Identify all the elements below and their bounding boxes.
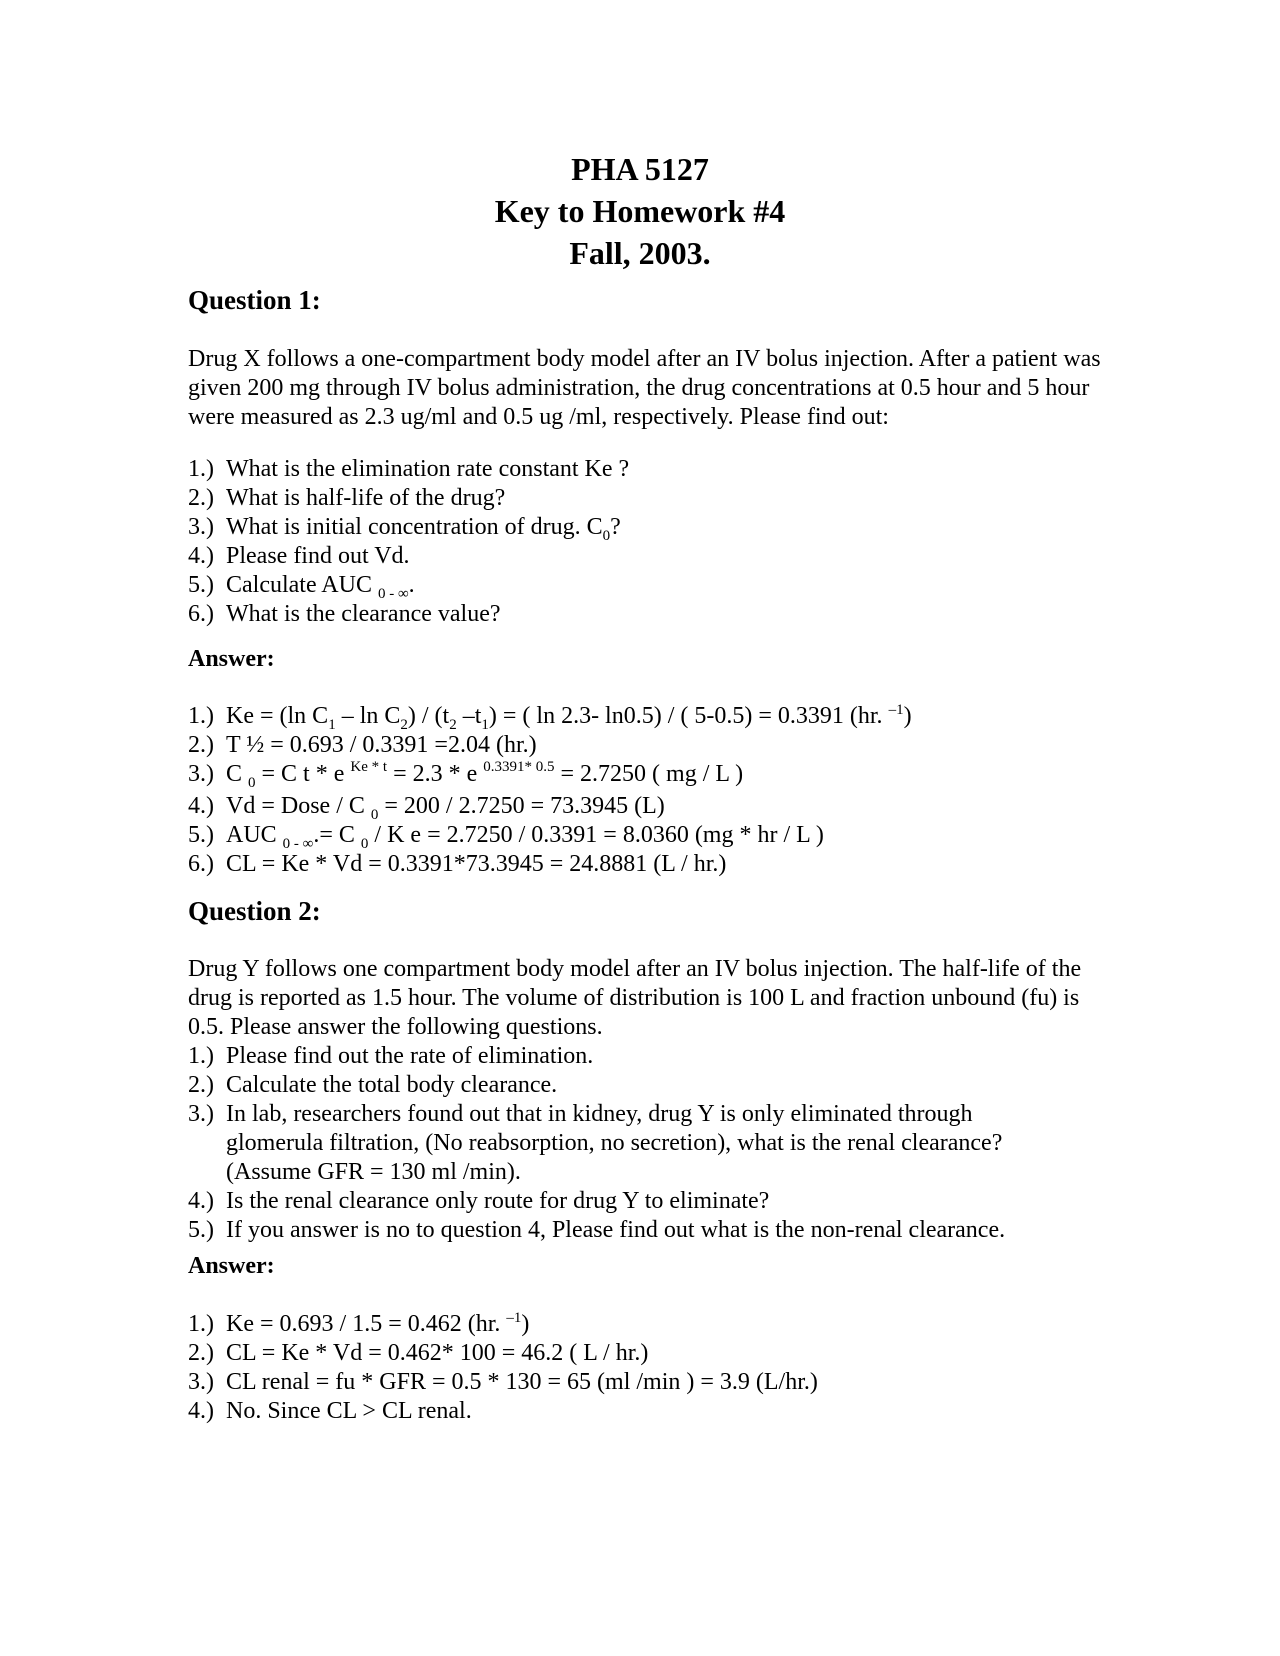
course-code: PHA 5127 <box>571 151 709 187</box>
subscript: 0 - ∞ <box>282 835 314 852</box>
list-item <box>188 1368 1108 1397</box>
formula-text: Vd = Dose / C <box>226 793 371 819</box>
formula-text: – ln C <box>335 703 401 729</box>
item-text: Calculate AUC <box>226 572 378 598</box>
answer-2-list <box>188 1310 1108 1426</box>
list-item <box>188 792 1108 821</box>
list-item <box>188 1310 1108 1339</box>
formula-text: No. Since CL > CL renal. <box>226 1398 472 1424</box>
subscript: 0 <box>370 806 379 823</box>
subscript: 2 <box>449 716 457 733</box>
term: Fall, 2003. <box>569 235 711 271</box>
question-1-list <box>188 455 1108 629</box>
subscript: 0 <box>360 835 369 852</box>
list-item <box>188 484 1108 513</box>
document-title: Key to Homework #4 <box>494 193 786 229</box>
formula-text: / K e = 2.7250 / 0.3391 = 8.0360 (mg * hr / L ) <box>368 822 824 848</box>
item-number: 1.) <box>188 1311 214 1337</box>
question-2-text: Drug Y follows one compartment body model after an IV bolus injection. The half-life of the drug is reported as 1.5 hour. The volume of distribution is 100 L and fraction unbound (fu) is 0.5. Please answer the following questions. <box>188 956 1082 1040</box>
question-1-heading: Question 1: <box>188 285 321 315</box>
formula-text: .= C <box>313 822 361 848</box>
formula-text: T ½ = 0.693 / 0.3391 =2.04 (hr.) <box>226 732 537 758</box>
list-item <box>188 1100 1026 1187</box>
item-number: 2.) <box>188 732 214 758</box>
formula-text: AUC <box>226 822 283 848</box>
item-text: What is the clearance value? <box>226 601 501 627</box>
item-number: 6.) <box>188 601 214 627</box>
item-text: Please find out the rate of elimination. <box>226 1043 594 1069</box>
item-text: What is half-life of the drug? <box>226 485 506 511</box>
list-item <box>188 1339 1108 1368</box>
item-text: . <box>408 572 415 598</box>
item-text: ? <box>610 514 621 540</box>
formula-text: ) / (t <box>407 703 450 729</box>
superscript: –1 <box>888 702 904 718</box>
formula-text: CL = Ke * Vd = 0.462* 100 = 46.2 ( L / hr.) <box>226 1340 649 1366</box>
item-number: 6.) <box>188 851 214 877</box>
list-item <box>188 513 1108 542</box>
item-number: 3.) <box>188 761 214 787</box>
item-number: 3.) <box>188 514 214 540</box>
answer-2-heading: Answer: <box>188 1253 275 1279</box>
formula-text: ) <box>521 1311 530 1337</box>
item-text: If you answer is no to question 4, Please find out what is the non-renal clearance. <box>226 1217 1006 1243</box>
list-item <box>188 1187 1108 1216</box>
item-number: 4.) <box>188 1398 214 1424</box>
question-2-heading: Question 2: <box>188 896 321 926</box>
list-item <box>188 850 1108 879</box>
list-item <box>188 571 1108 600</box>
formula-text: = 2.7250 ( mg / L ) <box>554 761 744 787</box>
formula-text: C <box>226 761 249 787</box>
formula-text: CL renal = fu * GFR = 0.5 * 130 = 65 (ml /min ) = 3.9 (L/hr.) <box>226 1369 818 1395</box>
item-number: 4.) <box>188 543 214 569</box>
item-number: 5.) <box>188 1217 214 1243</box>
subscript: 2 <box>400 716 408 733</box>
formula-text: Ke = (ln C <box>226 703 329 729</box>
item-number: 2.) <box>188 485 214 511</box>
list-item <box>188 1397 1108 1426</box>
formula-text: = C t * e <box>255 761 351 787</box>
formula-text: = 200 / 2.7250 = 73.3945 (L) <box>378 793 665 819</box>
formula-text: ) <box>903 703 912 729</box>
answer-1-list <box>188 702 1108 879</box>
answer-1-heading: Answer: <box>188 646 275 672</box>
list-item <box>188 600 1108 629</box>
superscript: Ke * t <box>350 759 388 775</box>
list-item <box>188 542 1108 571</box>
item-number: 1.) <box>188 1043 214 1069</box>
item-number: 3.) <box>188 1369 214 1395</box>
item-text: In lab, researchers found out that in kidney, drug Y is only eliminated through glomerula filtration, (No reabsorption, no secretion), what is the renal clearance? (Assume GFR = 130 ml /min). <box>226 1101 1003 1185</box>
item-text: What is the elimination rate constant Ke ? <box>226 456 630 482</box>
subscript: 0 - ∞ <box>377 585 409 602</box>
item-number: 5.) <box>188 822 214 848</box>
list-item <box>188 821 1108 850</box>
item-number: 2.) <box>188 1072 214 1098</box>
formula-text: = 2.3 * e <box>387 761 484 787</box>
subscript: 0 <box>248 774 256 791</box>
item-text: Is the renal clearance only route for drug Y to eliminate? <box>226 1188 770 1214</box>
superscript: –1 <box>506 1310 522 1326</box>
list-item <box>188 760 1108 792</box>
list-item <box>188 731 1108 760</box>
title-block <box>0 148 1280 274</box>
formula-text: CL = Ke * Vd = 0.3391*73.3945 = 24.8881 (L / hr.) <box>226 851 727 877</box>
question-2-list <box>188 1042 1108 1245</box>
question-1-text: Drug X follows a one-compartment body model after an IV bolus injection. After a patient was given 200 mg through IV bolus administration, the drug concentrations at 0.5 hour and 5 hour were measured as 2.3 ug/ml and 0.5 ug /ml, respectively. Please find out: <box>188 346 1101 430</box>
item-number: 4.) <box>188 1188 214 1214</box>
subscript: 1 <box>328 716 336 733</box>
item-text: Calculate the total body clearance. <box>226 1072 558 1098</box>
subscript: 0 <box>602 527 611 544</box>
item-number: 1.) <box>188 703 214 729</box>
item-text: What is initial concentration of drug. C <box>226 514 603 540</box>
item-number: 1.) <box>188 456 214 482</box>
formula-text: –t <box>456 703 482 729</box>
superscript: 0.3391* 0.5 <box>483 759 555 775</box>
list-item <box>188 455 1108 484</box>
item-text: Please find out Vd. <box>226 543 410 569</box>
subscript: 1 <box>481 716 489 733</box>
list-item <box>188 1216 1108 1245</box>
list-item <box>188 1042 1108 1071</box>
item-number: 3.) <box>188 1101 214 1127</box>
item-number: 2.) <box>188 1340 214 1366</box>
item-number: 4.) <box>188 793 214 819</box>
list-item <box>188 1071 1108 1100</box>
item-number: 5.) <box>188 572 214 598</box>
formula-text: Ke = 0.693 / 1.5 = 0.462 (hr. <box>226 1311 507 1337</box>
list-item <box>188 702 1108 731</box>
formula-text: ) = ( ln 2.3- ln0.5) / ( 5-0.5) = 0.3391 (hr. <box>488 703 889 729</box>
